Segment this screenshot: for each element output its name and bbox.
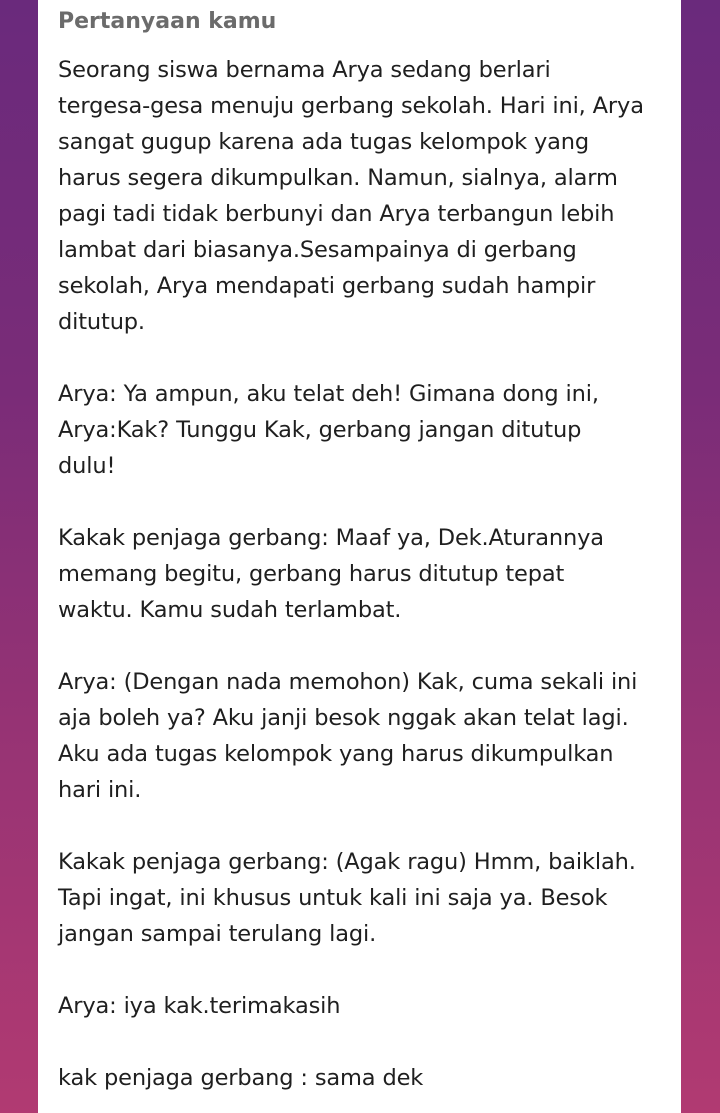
text-line: kak penjaga gerbang : sama dek — [58, 1065, 424, 1091]
text-line: Seorang siswa bernama Arya sedang berlari — [58, 57, 551, 83]
text-line: sekolah, Arya mendapati gerbang sudah hampir — [58, 273, 596, 299]
text-line: Aku ada tugas kelompok yang harus dikumpulkan — [58, 741, 614, 767]
text-line: sangat gugup karena ada tugas kelompok yang — [58, 129, 590, 155]
text-line: pagi tadi tidak berbunyi dan Arya terbangun lebih — [58, 201, 615, 227]
text-line: Arya:Kak? Tunggu Kak, gerbang jangan ditutup — [58, 417, 582, 443]
text-line: aja boleh ya? Aku janji besok nggak akan telat lagi. — [58, 705, 629, 731]
text-line: Tapi ingat, ini khusus untuk kali ini saja ya. Besok — [58, 885, 608, 911]
text-line: harus segera dikumpulkan. Namun, sialnya, alarm — [58, 165, 618, 191]
dialogue-guard-1 — [58, 520, 661, 628]
dialogue-guard-2 — [58, 844, 661, 952]
dialogue-arya-2 — [58, 664, 661, 808]
text-line: hari ini. — [58, 777, 142, 803]
text-line: Arya: iya kak.terimakasih — [58, 993, 341, 1019]
text-line: Kakak penjaga gerbang: (Agak ragu) Hmm, baiklah. — [58, 849, 636, 875]
text-line: lambat dari biasanya.Sesampainya di gerbang — [58, 237, 577, 263]
text-line: ditutup. — [58, 309, 145, 335]
text-line: dulu! — [58, 453, 116, 479]
text-line: waktu. Kamu sudah terlambat. — [58, 597, 402, 623]
dialogue-guard-3 — [58, 1060, 661, 1096]
dialogue-arya-3 — [58, 988, 661, 1024]
text-line: jangan sampai terulang lagi. — [58, 921, 377, 947]
question-card — [38, 0, 681, 1113]
text-line: tergesa-gesa menuju gerbang sekolah. Hari ini, Arya — [58, 93, 644, 119]
text-line: Arya: (Dengan nada memohon) Kak, cuma sekali ini — [58, 669, 638, 695]
question-title: Pertanyaan kamu — [58, 9, 277, 34]
text-line: Kakak penjaga gerbang: Maaf ya, Dek.Aturannya — [58, 525, 604, 551]
text-line: memang begitu, gerbang harus ditutup tepat — [58, 561, 565, 587]
dialogue-arya-1 — [58, 376, 661, 484]
question-paragraph-narrative — [58, 52, 661, 340]
text-line: Arya: Ya ampun, aku telat deh! Gimana dong ini, — [58, 381, 599, 407]
